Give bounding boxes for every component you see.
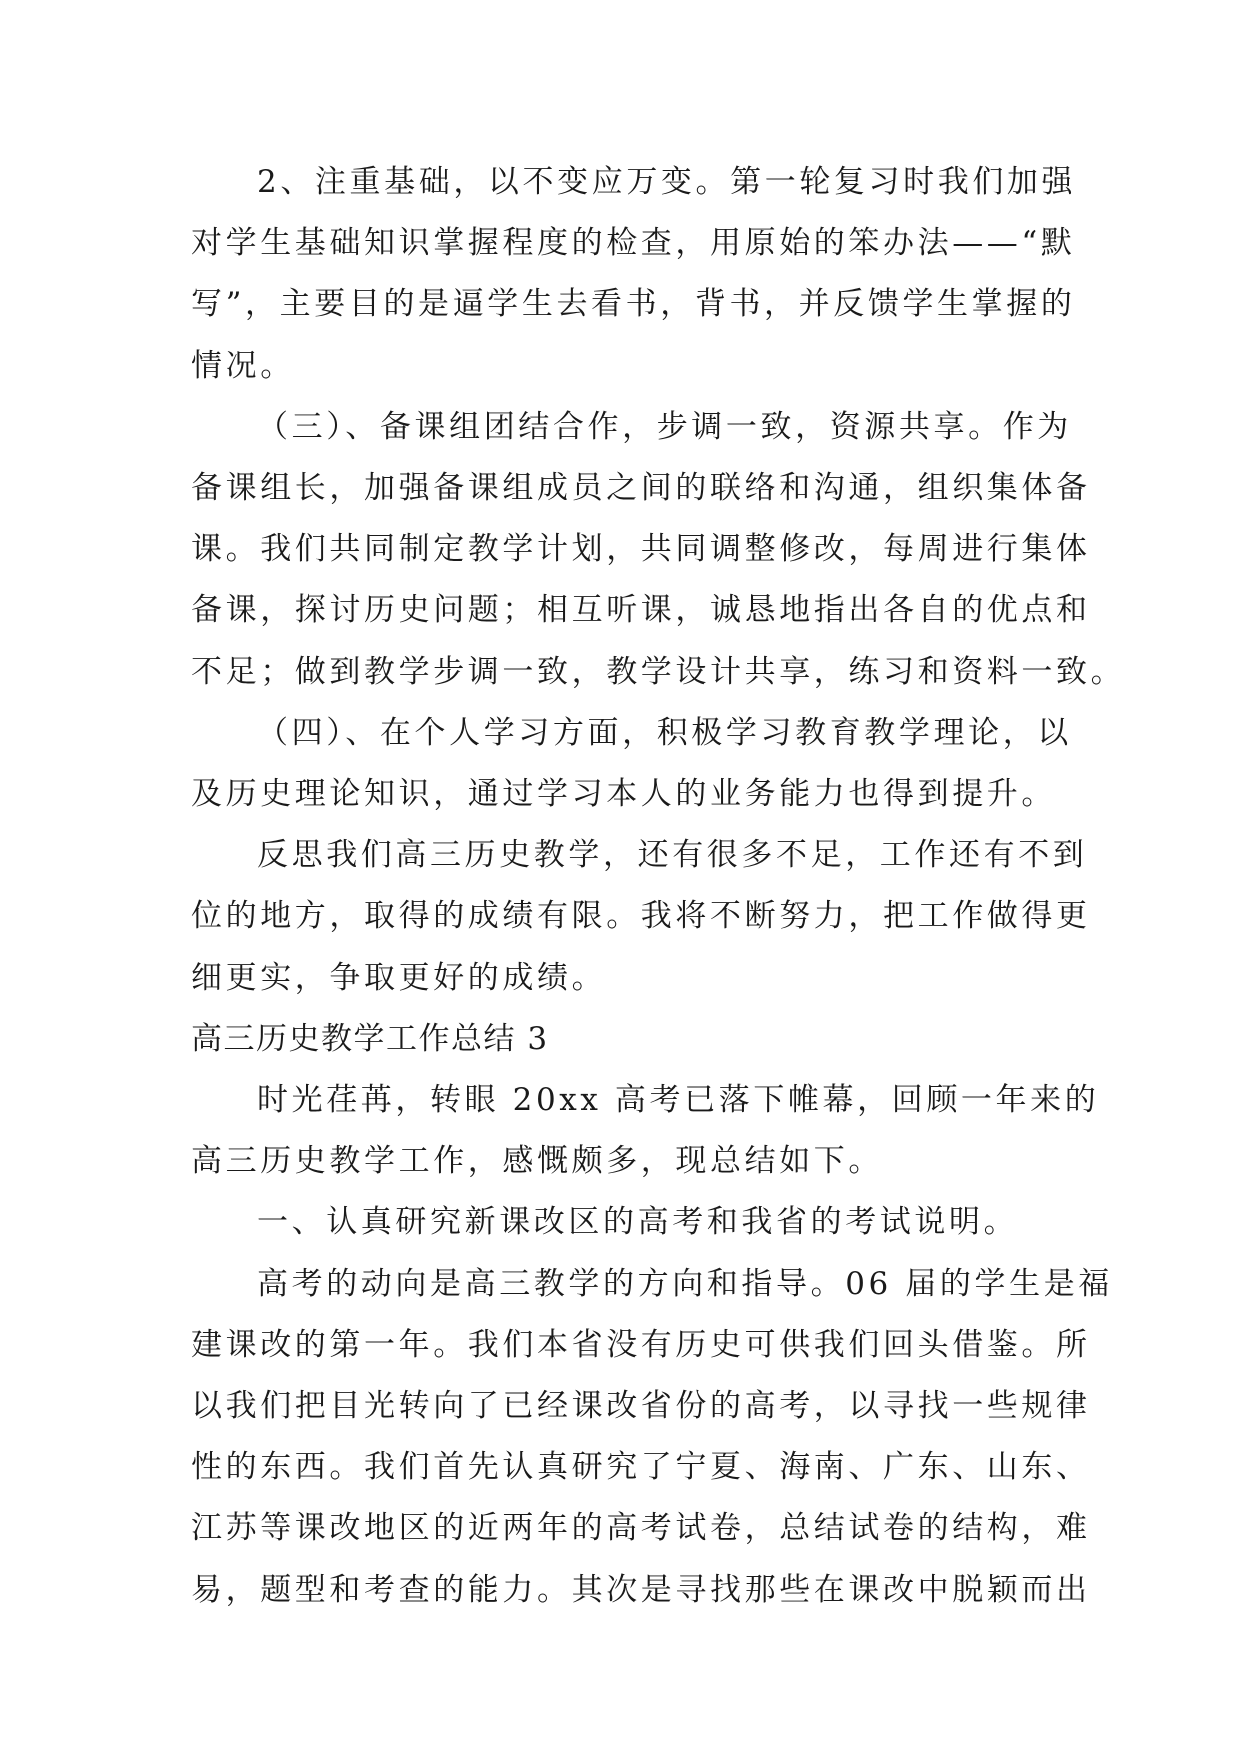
paragraph-teamwork [191,397,1126,703]
text-line: 备课组长，加强备课组成员之间的联络和沟通，组织集体备 [191,470,1091,507]
text-line: 性的东西。我们首先认真研究了宁夏、海南、广东、山东、 [191,1449,1091,1486]
paragraph-subheading-one [191,1192,1051,1253]
text-line: 高考的动向是高三教学的方向和指导。06 届的学生是福 [257,1265,1113,1302]
text-line: 课。我们共同制定教学计划，共同调整修改，每周进行集体 [191,531,1091,568]
text-line: 江苏等课改地区的近两年的高考试卷，总结试卷的结构，难 [191,1510,1091,1547]
paragraph-exam-trends [191,1254,1113,1621]
text-line: 位的地方，取得的成绩有限。我将不断努力，把工作做得更 [191,898,1091,935]
text-line: （三）、备课组团结合作，步调一致，资源共享。作为 [257,408,1072,445]
section-title [191,1009,1051,1070]
text-line: 时光荏苒，转眼 20xx 高考已落下帷幕，回顾一年来的 [257,1082,1100,1119]
document-body [191,152,1126,1621]
text-line: 备课，探讨历史问题；相互听课，诚恳地指出各自的优点和 [191,592,1091,629]
section-title-text: 高三历史教学工作总结 3 [191,1020,549,1057]
text-line: 一、认真研究新课改区的高考和我省的考试说明。 [257,1204,1019,1241]
text-line: 写”，主要目的是逼学生去看书，背书，并反馈学生掌握的 [191,286,1076,323]
text-line: 高三历史教学工作，感慨颇多，现总结如下。 [191,1143,883,1180]
paragraph-basics [191,152,1077,397]
text-line: 及历史理论知识，通过学习本人的业务能力也得到提升。 [191,776,1056,813]
text-line: 细更实，争取更好的成绩。 [191,959,607,996]
text-line: 反思我们高三历史教学，还有很多不足，工作还有不到 [257,837,1088,874]
text-line: 情况。 [191,347,295,384]
paragraph-reflection [191,825,1091,1009]
paragraph-intro [191,1070,1100,1192]
text-line: 建课改的第一年。我们本省没有历史可供我们回头借鉴。所 [191,1326,1091,1363]
text-line: 对学生基础知识掌握程度的检查，用原始的笨办法——“默 [191,225,1076,262]
text-line: （四）、在个人学习方面，积极学习教育教学理论，以 [257,714,1072,751]
text-line: 易，题型和考查的能力。其次是寻找那些在课改中脱颖而出 [191,1571,1091,1608]
text-line: 不足；做到教学步调一致，教学设计共享，练习和资料一致。 [191,653,1126,690]
text-line: 以我们把目光转向了已经课改省份的高考，以寻找一些规律 [191,1388,1091,1425]
text-line: 2、注重基础，以不变应万变。第一轮复习时我们加强 [257,164,1077,200]
paragraph-personal-study [191,703,1072,825]
